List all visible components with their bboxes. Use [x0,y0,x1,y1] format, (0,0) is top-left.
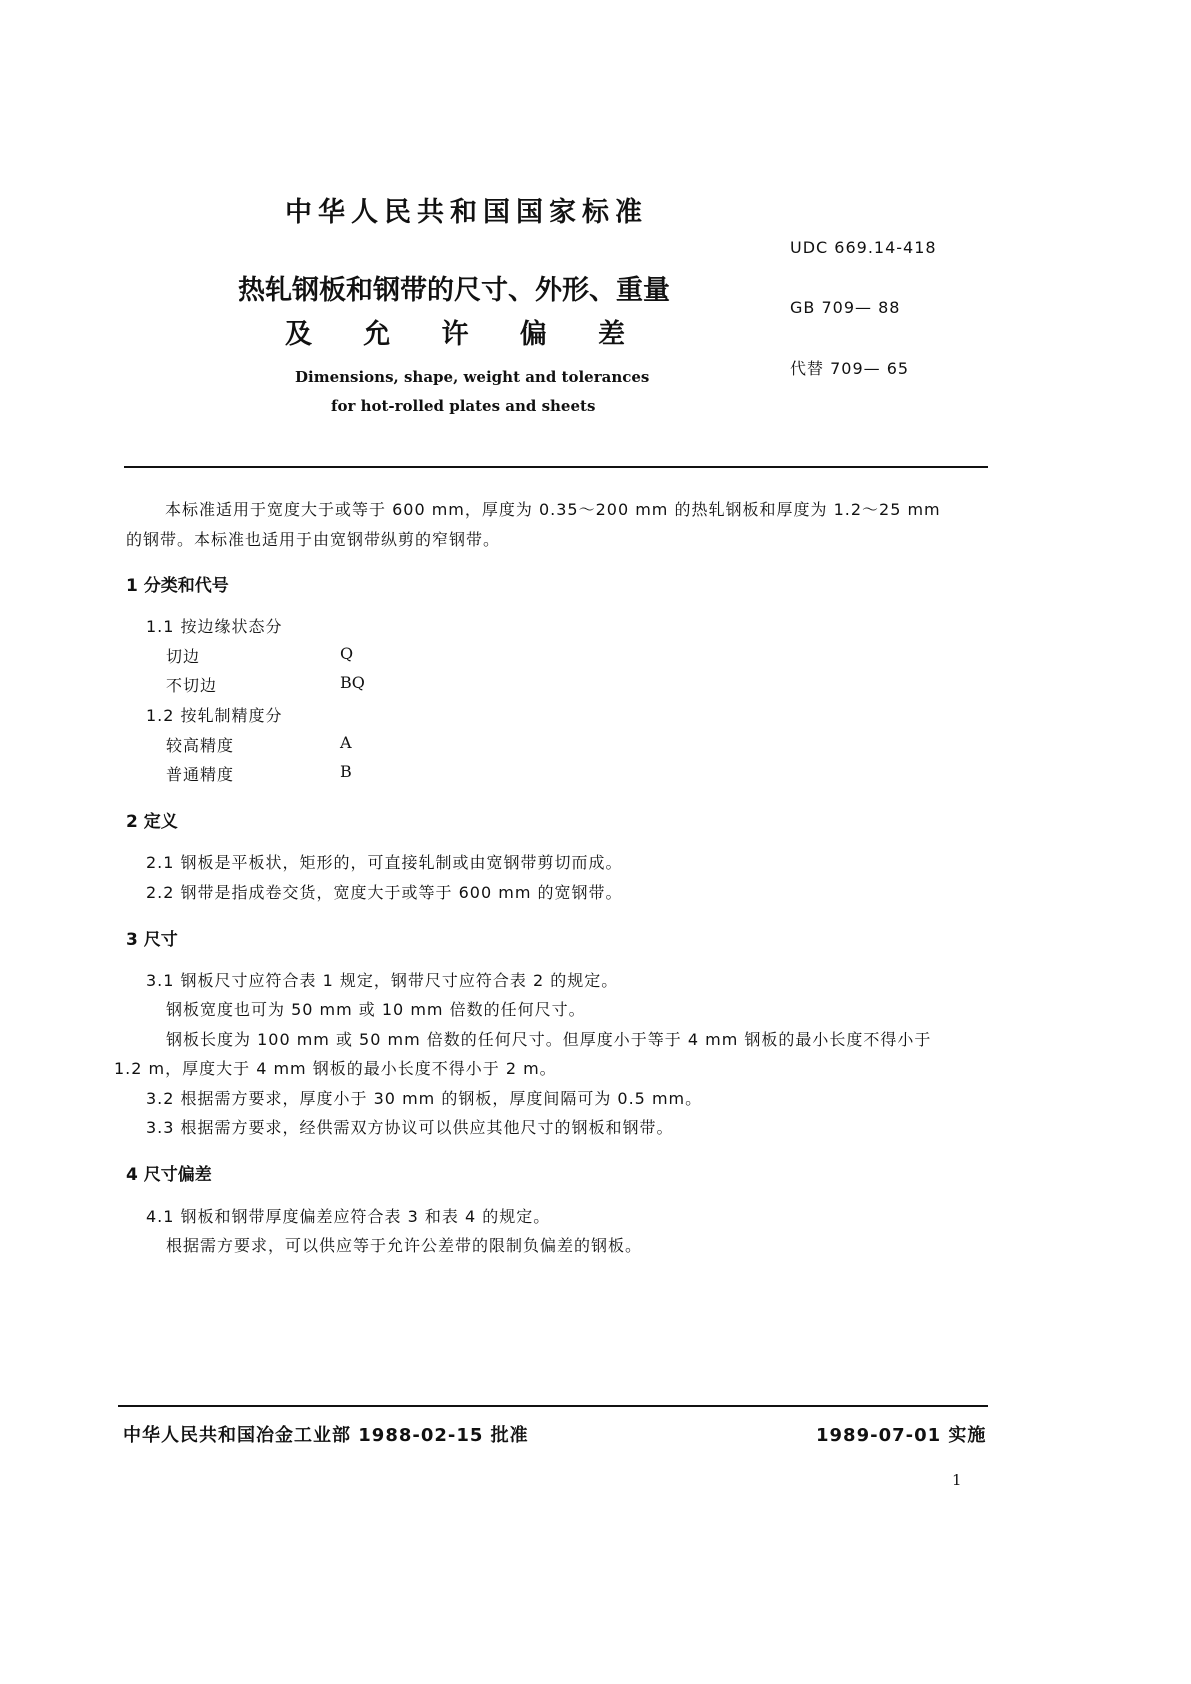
clause-3-1-length-cont: 1.2 m，厚度大于 4 mm 钢板的最小长度不得小于 2 m。 [114,1059,557,1078]
uncut-edge-label: 不切边 [166,676,218,695]
title-char: 及 [285,319,312,350]
section-1-heading: 1 分类和代号 [126,576,229,596]
normal-precision-code: B [340,762,352,781]
header-divider [124,466,988,468]
english-title-line1: Dimensions, shape, weight and tolerances [295,368,650,386]
clause-3-2: 3.2 根据需方要求，厚度小于 30 mm 的钢板，厚度间隔可为 0.5 mm。 [146,1089,703,1108]
cut-edge-code: Q [340,644,354,663]
clause-3-3: 3.3 根据需方要求，经供需双方协议可以供应其他尺寸的钢板和钢带。 [146,1118,674,1137]
clause-2-1: 2.1 钢板是平板状，矩形的，可直接轧制或由宽钢带剪切而成。 [146,853,623,872]
section-3-heading: 3 尺寸 [126,930,178,950]
intro-line2: 的钢带。本标准也适用于由宽钢带纵剪的窄钢带。 [126,530,501,549]
clause-3-1: 3.1 钢板尺寸应符合表 1 规定，钢带尺寸应符合表 2 的规定。 [146,971,619,990]
approval-statement: 中华人民共和国冶金工业部 1988-02-15 批准 [123,1425,529,1446]
standard-header-title: 中华人民共和国国家标准 [285,197,648,228]
section-4-heading: 4 尺寸偏差 [126,1165,212,1185]
clause-3-1-width: 钢板宽度也可为 50 mm 或 10 mm 倍数的任何尺寸。 [166,1000,586,1019]
english-title-line2: for hot-rolled plates and sheets [331,397,596,415]
title-char: 偏 [519,319,547,350]
title-char: 允 [363,319,391,350]
title-char: 许 [441,319,469,350]
clause-2-2: 2.2 钢带是指成卷交货，宽度大于或等于 600 mm 的宽钢带。 [146,883,623,902]
uncut-edge-code: BQ [340,673,365,692]
normal-precision-label: 普通精度 [166,765,235,784]
effective-date: 1989-07-01 实施 [816,1425,987,1446]
section-2-heading: 2 定义 [126,812,178,832]
gb-number: GB 709— 88 [790,298,901,317]
udc-code: UDC 669.14-418 [790,238,937,257]
document-title-line2 [285,312,625,351]
clause-4-1-note: 根据需方要求，可以供应等于允许公差带的限制负偏差的钢板。 [166,1236,643,1255]
replaces-note: 代替 709— 65 [790,359,910,378]
clause-3-1-length: 钢板长度为 100 mm 或 50 mm 倍数的任何尺寸。但厚度小于等于 4 mm 钢板的最小长度不得小于 [166,1030,932,1049]
cut-edge-label: 切边 [166,647,201,666]
title-char: 差 [598,319,625,350]
page-number: 1 [952,1471,962,1489]
high-precision-label: 较高精度 [166,736,235,755]
clause-4-1: 4.1 钢板和钢带厚度偏差应符合表 3 和表 4 的规定。 [146,1207,551,1226]
clause-1-1: 1.1 按边缘状态分 [146,617,283,636]
footer-divider [118,1405,988,1407]
intro-line1: 本标准适用于宽度大于或等于 600 mm，厚度为 0.35～200 mm 的热轧钢板和厚度为 1.2～25 mm [165,500,941,519]
document-title-line1: 热轧钢板和钢带的尺寸、外形、重量 [238,275,670,306]
clause-1-2: 1.2 按轧制精度分 [146,706,283,725]
high-precision-code: A [340,733,352,752]
